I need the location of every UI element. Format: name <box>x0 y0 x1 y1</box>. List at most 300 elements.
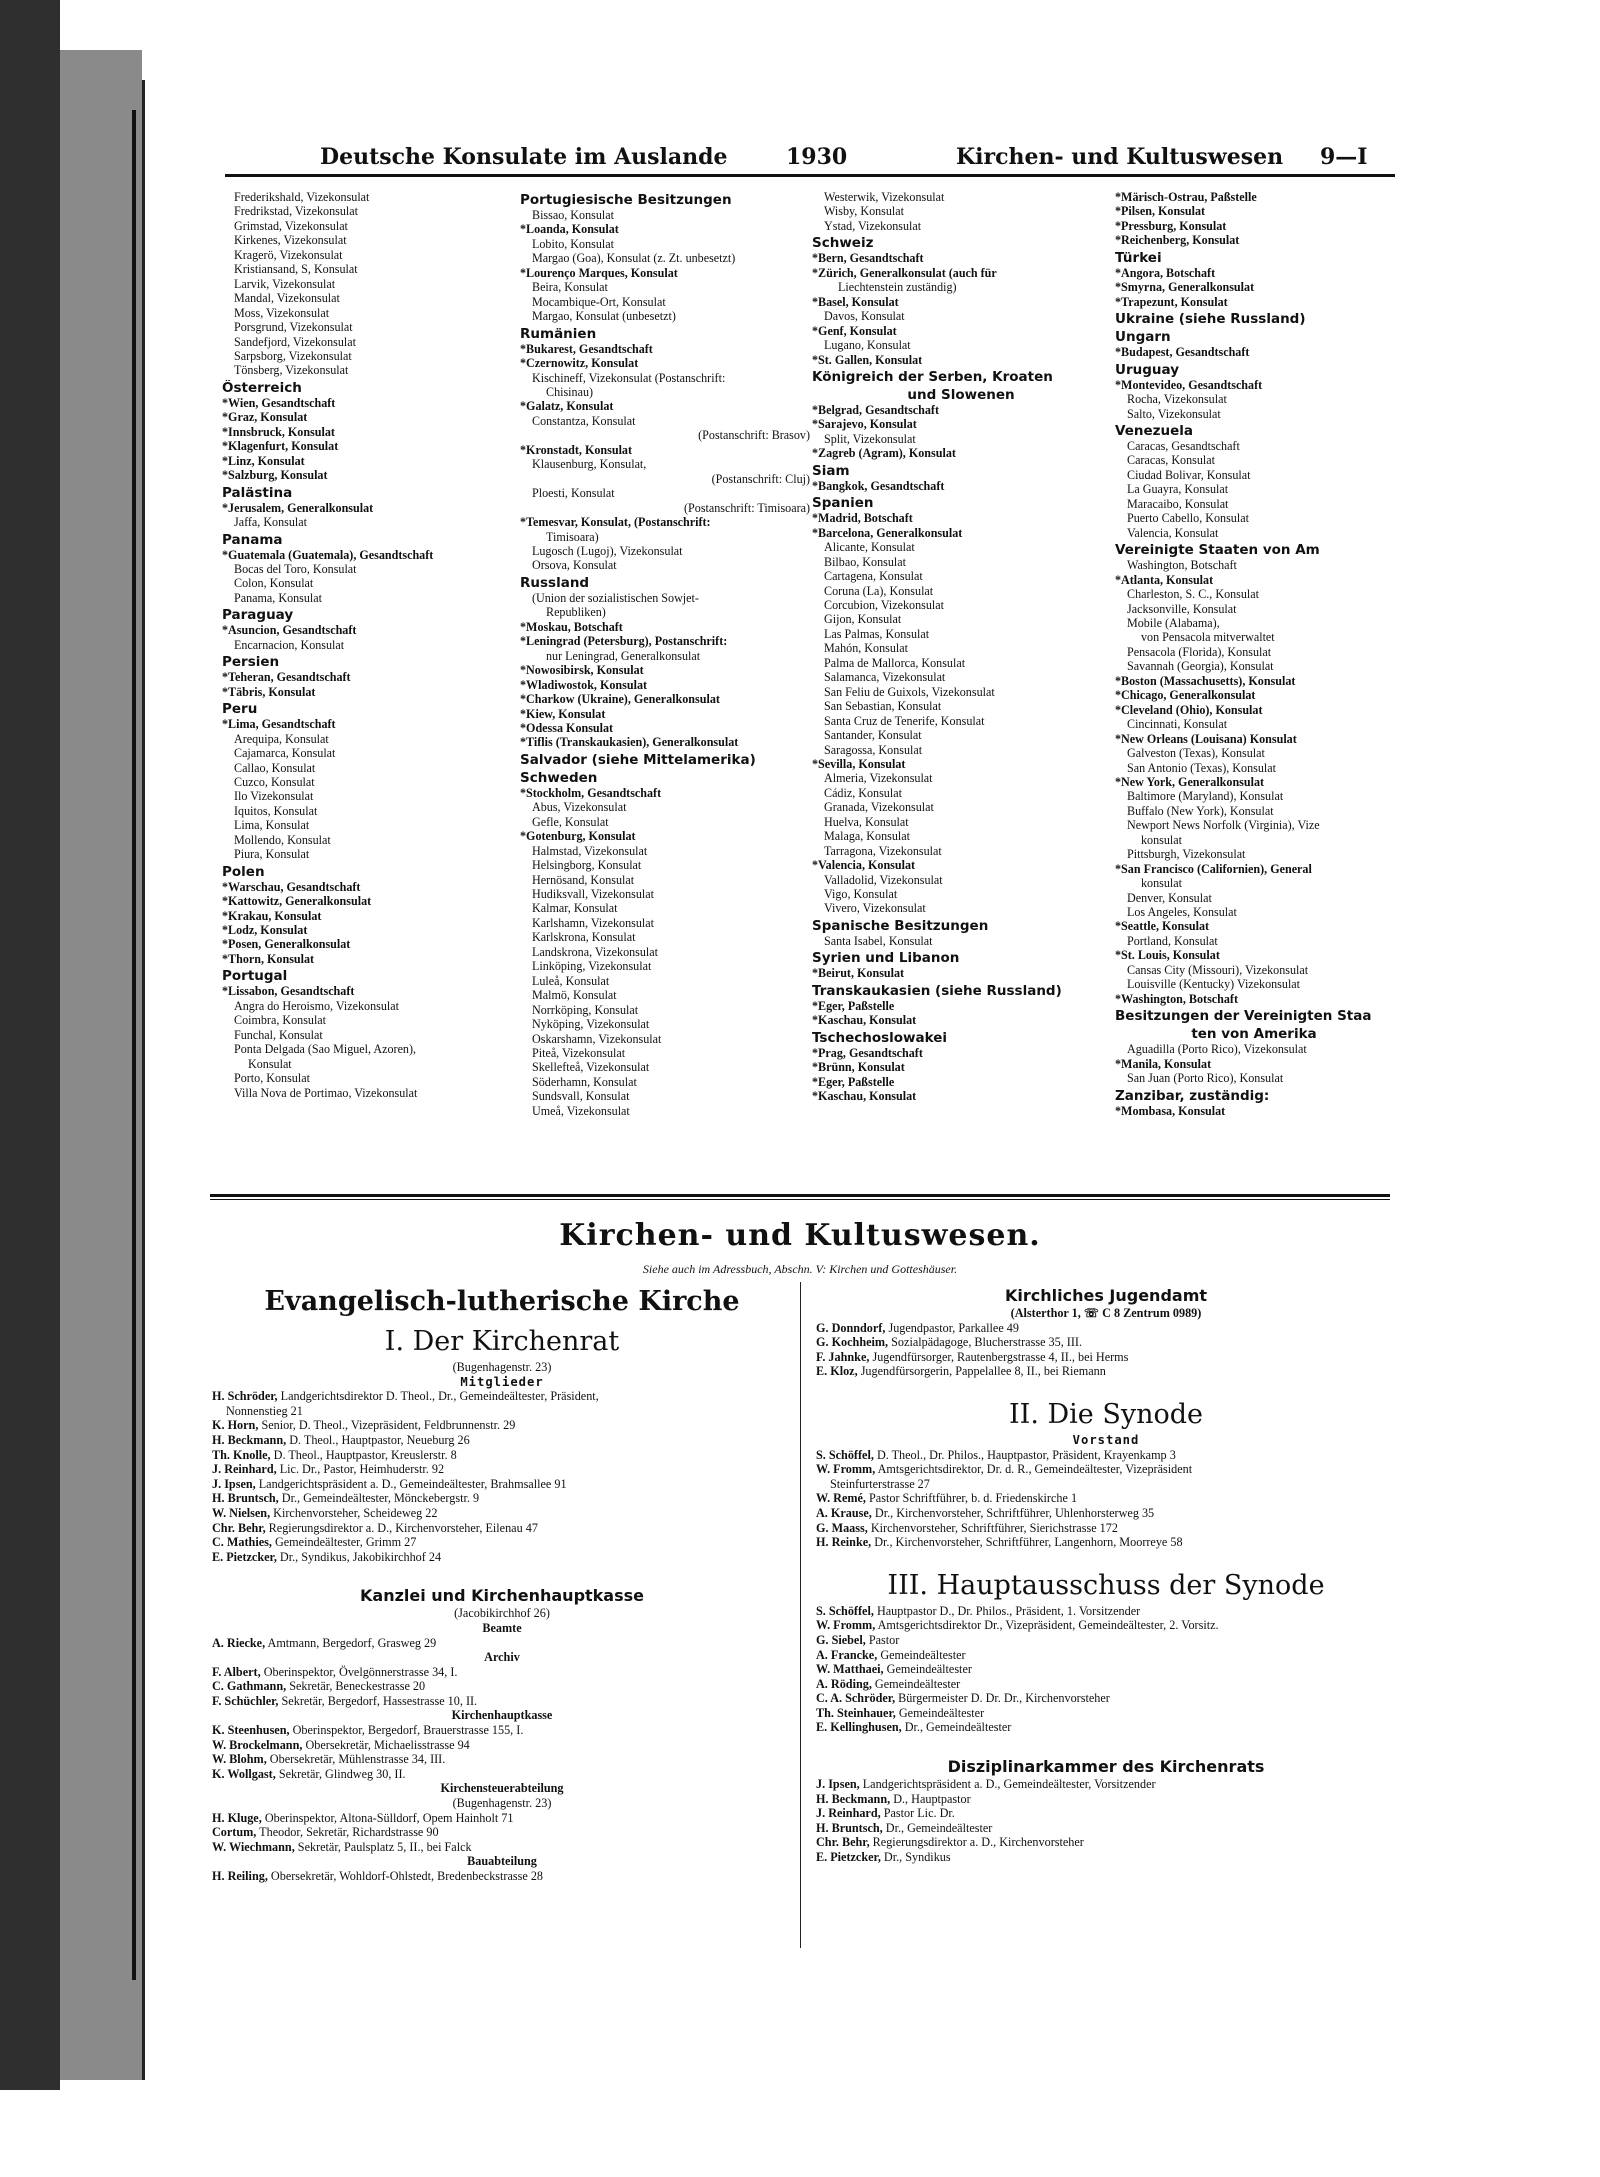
consulate-entry: Charleston, S. C., Konsulat <box>1127 587 1260 602</box>
consulate-entry: *Zürich, Generalkonsulat (auch für <box>812 265 997 280</box>
consulate-entry: *Charkow (Ukraine), Generalkonsulat <box>520 692 720 707</box>
section-heading: III. Hauptausschuss der Synode <box>887 1569 1325 1601</box>
consulate-entry: von Pensacola mitverwaltet <box>1141 630 1275 645</box>
running-header <box>180 140 1400 176</box>
consulate-entry: Jacksonville, Konsulat <box>1127 601 1237 616</box>
consulate-entry: Piura, Konsulat <box>234 847 310 862</box>
member-name: G. Donndorf, <box>816 1320 886 1335</box>
consulate-entry: *Lima, Gesandtschaft <box>222 717 336 732</box>
member-name: W. Remé, <box>816 1491 866 1506</box>
consulate-entry: Panama, Konsulat <box>234 590 322 605</box>
member-entry: F. Albert, Oberinspektor, Övelgönnerstrasse 34, I. <box>212 1664 458 1679</box>
consulate-entry: Kristiansand, S, Konsulat <box>234 262 358 277</box>
member-entry: A. Krause, Dr., Kirchenvorsteher, Schriftführer, Uhlenhorsterweg 35 <box>816 1505 1155 1520</box>
member-entry: E. Kellinghusen, Dr., Gemeindeältester <box>816 1720 1012 1735</box>
consulate-entry: Galveston (Texas), Konsulat <box>1127 746 1265 761</box>
member-entry: F. Schüchler, Sekretär, Bergedorf, Hassestrasse 10, II. <box>212 1693 478 1708</box>
consulate-entry: Beira, Konsulat <box>532 280 608 295</box>
consulate-entry: *Belgrad, Gesandtschaft <box>812 402 939 417</box>
member-entry: Th. Knolle, D. Theol., Hauptpastor, Kreuslerstr. 8 <box>212 1447 457 1462</box>
member-entry: J. Ipsen, Landgerichtspräsident a. D., Gemeindeältester, Brahmsallee 91 <box>212 1476 567 1491</box>
section-divider-rule <box>210 1194 1390 1197</box>
member-name: H. Reinke, <box>816 1535 872 1550</box>
member-entry: H. Reiling, Obersekretär, Wohldorf-Ohlstedt, Bredenbeckstrasse 28 <box>212 1869 544 1883</box>
member-name: G. Maass, <box>816 1520 868 1535</box>
member-entry: E. Pietzcker, Dr., Syndikus <box>816 1850 951 1865</box>
country-heading: Uruguay <box>1115 361 1179 378</box>
consulate-column-3 <box>812 190 1110 1104</box>
member-entry: H. Bruntsch, Dr., Gemeindeältester <box>816 1820 993 1835</box>
country-heading: Peru <box>222 701 258 718</box>
member-name: Th. Steinhauer, <box>816 1705 896 1720</box>
country-heading: Österreich <box>222 379 302 396</box>
consulate-entry: *New York, Generalkonsulat <box>1115 774 1265 789</box>
member-name: E. Kloz, <box>816 1364 858 1379</box>
member-name: W. Fromm, <box>816 1618 876 1633</box>
consulate-entry: Cincinnati, Konsulat <box>1127 717 1228 732</box>
member-name: J. Ipsen, <box>212 1476 256 1491</box>
consulate-entry: Split, Vizekonsulat <box>824 431 916 446</box>
consulate-entry: *Gotenburg, Konsulat <box>520 829 636 844</box>
consulate-entry: *Valencia, Konsulat <box>812 858 916 873</box>
consulate-entry: Lugano, Konsulat <box>824 338 911 353</box>
scan-dark-edge <box>0 0 60 2090</box>
country-heading: Spanische Besitzungen <box>812 917 989 934</box>
consulate-entry: *Cleveland (Ohio), Konsulat <box>1115 702 1263 717</box>
section-subtitle: Siehe auch im Adressbuch, Abschn. V: Kirchen und Gotteshäuser. <box>642 1262 958 1276</box>
member-name: W. Brockelmann, <box>212 1737 303 1752</box>
consulate-entry: *Loanda, Konsulat <box>520 222 619 237</box>
consulate-entry: Luleå, Konsulat <box>532 973 610 988</box>
member-entry: Chr. Behr, Regierungsdirektor a. D., Kirchenvorsteher <box>816 1835 1084 1850</box>
address-note: (Bugenhagenstr. 23) <box>452 1360 552 1374</box>
consulate-entry: Salto, Vizekonsulat <box>1127 406 1221 421</box>
consulate-entry: Rocha, Vizekonsulat <box>1127 392 1227 407</box>
member-entry: S. Schöffel, Hauptpastor D., Dr. Philos., Präsident, 1. Vorsitzender <box>816 1603 1141 1618</box>
consulate-entry: *Boston (Massachusetts), Konsulat <box>1115 673 1296 688</box>
consulate-column-2 <box>520 190 810 1118</box>
member-name: H. Reiling, <box>212 1869 268 1883</box>
consulate-entry: Colon, Konsulat <box>234 576 314 591</box>
book-spine-strip <box>60 50 142 2080</box>
consulate-entry: Piteå, Vizekonsulat <box>532 1046 626 1061</box>
member-name: A. Krause, <box>816 1505 872 1520</box>
spacer <box>212 1564 792 1578</box>
consulate-entry: Tarragona, Vizekonsulat <box>824 843 942 858</box>
consulate-entry: Kirkenes, Vizekonsulat <box>234 233 347 248</box>
consulate-entry: *Leningrad (Petersburg), Postanschrift: <box>520 634 728 649</box>
consulate-entry: *Warschau, Gesandtschaft <box>222 879 361 894</box>
page-edge-line <box>132 110 136 1980</box>
consulate-entry: Santa Cruz de Tenerife, Konsulat <box>824 713 985 728</box>
consulate-entry: Karlshamn, Vizekonsulat <box>532 915 654 930</box>
consulate-entry: Frederikshald, Vizekonsulat <box>234 190 370 204</box>
consulate-column-1 <box>222 190 504 1100</box>
country-heading: Portugiesische Besitzungen <box>520 192 732 208</box>
consulate-entry: *St. Gallen, Konsulat <box>812 352 923 367</box>
member-entry: E. Pietzcker, Dr., Syndikus, Jakobikirchhof 24 <box>212 1549 442 1564</box>
consulate-entry: Landskrona, Vizekonsulat <box>532 944 659 959</box>
consulate-entry: Gijon, Konsulat <box>824 612 902 627</box>
group-label: Mitglieder <box>460 1374 544 1389</box>
consulate-entry: Angra do Heroismo, Vizekonsulat <box>234 998 399 1013</box>
consulate-entry: Constantza, Konsulat <box>532 413 636 428</box>
consulate-entry: *Sarajevo, Konsulat <box>812 417 917 432</box>
member-entry: W. Fromm, Amtsgerichtsdirektor, Dr. d. R., Gemeindeältester, Vizepräsident <box>816 1462 1193 1477</box>
consulate-entry: Santander, Konsulat <box>824 728 922 743</box>
consulate-entry: *Thorn, Konsulat <box>222 951 315 966</box>
consulate-entry: Porsgrund, Vizekonsulat <box>234 320 353 335</box>
member-name: E. Pietzcker, <box>212 1549 277 1564</box>
member-name: W. Matthaei, <box>816 1662 884 1677</box>
consulate-entry: *Czernowitz, Konsulat <box>520 356 639 371</box>
consulate-entry: *Wladiwostok, Konsulat <box>520 677 648 692</box>
consulate-entry: Aguadilla (Porto Rico), Vizekonsulat <box>1127 1042 1307 1057</box>
member-entry: W. Brockelmann, Obersekretär, Michaelisstrasse 94 <box>212 1737 470 1752</box>
member-entry: W. Blohm, Obersekretär, Mühlenstrasse 34, III. <box>212 1752 446 1767</box>
consulate-entry: Bissao, Konsulat <box>532 208 614 222</box>
group-label: Archiv <box>484 1650 520 1665</box>
member-entry: A. Francke, Gemeindeältester <box>816 1647 966 1662</box>
consulate-entry: Söderhamn, Konsulat <box>532 1074 637 1089</box>
address-note: (Jacobikirchhof 26) <box>454 1606 550 1621</box>
country-heading: Salvador (siehe Mittelamerika) <box>520 751 756 768</box>
consulate-entry: *Posen, Generalkonsulat <box>222 937 351 952</box>
consulate-entry: Umeå, Vizekonsulat <box>532 1103 630 1118</box>
group-label: Beamte <box>482 1620 522 1635</box>
consulate-entry: Ploesti, Konsulat <box>532 486 615 501</box>
consulate-entry: Almeria, Vizekonsulat <box>824 771 933 786</box>
consulate-entry: *Innsbruck, Konsulat <box>222 424 335 439</box>
consulate-entry: San Antonio (Texas), Konsulat <box>1127 760 1276 775</box>
consulate-entry: La Guayra, Konsulat <box>1127 482 1229 497</box>
header-left: Deutsche Konsulate im Auslande <box>320 144 728 170</box>
member-name: F. Schüchler, <box>212 1693 279 1708</box>
member-name: K. Wollgast, <box>212 1766 276 1781</box>
subsection-heading: Kirchliches Jugendamt <box>1004 1286 1208 1305</box>
header-year: 1930 <box>786 144 848 170</box>
consulate-entry: Porto, Konsulat <box>234 1071 310 1086</box>
consulate-entry: Sandefjord, Vizekonsulat <box>234 334 356 349</box>
consulate-entry: Mocambique-Ort, Konsulat <box>532 294 666 309</box>
consulate-entry: *Galatz, Konsulat <box>520 399 614 414</box>
consulate-entry: *Jerusalem, Generalkonsulat <box>222 500 374 515</box>
consulate-entry: *Kronstadt, Konsulat <box>520 442 633 457</box>
consulate-entry: *Bukarest, Gesandtschaft <box>520 341 653 356</box>
consulate-entry: *Zagreb (Agram), Konsulat <box>812 446 956 461</box>
consulate-entry: *Guatemala (Guatemala), Gesandtschaft <box>222 547 434 562</box>
consulate-entry: konsulat <box>1141 876 1182 891</box>
country-heading: Zanzibar, zuständig: <box>1115 1087 1270 1104</box>
section-title: Kirchen- und Kultuswesen. <box>559 1218 1041 1253</box>
consulate-entry: Timisoara) <box>546 529 599 544</box>
member-name: W. Wiechmann, <box>212 1839 295 1854</box>
member-name: Chr. Behr, <box>816 1835 870 1850</box>
consulate-entry: Malaga, Konsulat <box>824 829 910 844</box>
consulate-entry: Moss, Vizekonsulat <box>234 305 330 320</box>
consulate-column-4 <box>1115 190 1393 1118</box>
consulate-entry: Klausenburg, Konsulat, <box>532 457 647 472</box>
country-heading: Türkei <box>1115 249 1162 266</box>
consulate-entry: Savannah (Georgia), Konsulat <box>1127 659 1274 674</box>
entry-continuation: Steinfurterstrasse 27 <box>830 1476 930 1491</box>
country-heading: Ungarn <box>1115 329 1171 346</box>
member-name: G. Siebel, <box>816 1632 866 1647</box>
consulate-entry: Grimstad, Vizekonsulat <box>234 218 348 233</box>
consulate-entry: *Montevideo, Gesandtschaft <box>1115 377 1263 392</box>
member-name: E. Pietzcker, <box>816 1850 881 1865</box>
consulate-entry: *Madrid, Botschaft <box>812 511 913 526</box>
consulate-entry: *Nowosibirsk, Konsulat <box>520 663 644 678</box>
consulate-entry: Coimbra, Konsulat <box>234 1013 327 1028</box>
consulate-entry: *Temesvar, Konsulat, (Postanschrift: <box>520 515 711 530</box>
member-entry: K. Steenhusen, Oberinspektor, Bergedorf, Brauerstrasse 155, I. <box>212 1723 524 1738</box>
consulate-entry: Bocas del Toro, Konsulat <box>234 561 357 576</box>
spacer <box>816 1379 1396 1393</box>
member-entry: J. Reinhard, Pastor Lic. Dr. <box>816 1806 955 1821</box>
consulate-entry: *New Orleans (Louisana) Konsulat <box>1115 731 1297 746</box>
consulate-entry: Pensacola (Florida), Konsulat <box>1127 644 1272 659</box>
country-heading: Portugal <box>222 968 288 985</box>
consulate-entry: *Genf, Konsulat <box>812 323 897 338</box>
consulate-entry: Ilo Vizekonsulat <box>234 789 314 804</box>
consulate-entry: Encarnacion, Konsulat <box>234 637 345 652</box>
subsection-heading: Disziplinarkammer des Kirchenrats <box>947 1757 1265 1777</box>
member-name: A. Riecke, <box>212 1635 266 1650</box>
member-name: H. Schröder, <box>212 1389 278 1404</box>
consulate-entry: *Angora, Botschaft <box>1115 265 1216 280</box>
consulate-entry: Hudiksvall, Vizekonsulat <box>532 887 654 902</box>
consulate-entry: *Budapest, Gesandtschaft <box>1115 345 1250 360</box>
entry-continuation: Nonnenstieg 21 <box>226 1403 303 1418</box>
member-entry: W. Nielsen, Kirchenvorsteher, Scheideweg 22 <box>212 1505 438 1520</box>
consulate-entry: *Krakau, Konsulat <box>222 908 322 923</box>
consulate-entry: Westerwik, Vizekonsulat <box>824 190 945 204</box>
consulate-entry: *Salzburg, Konsulat <box>222 468 328 483</box>
consulate-entry: Caracas, Konsulat <box>1127 453 1215 468</box>
consulate-entry: Las Palmas, Konsulat <box>824 626 930 641</box>
member-name: F. Jahnke, <box>816 1349 870 1364</box>
consulate-entry: *Kattowitz, Generalkonsulat <box>222 894 372 909</box>
consulate-entry: *Täbris, Konsulat <box>222 684 316 699</box>
consulate-entry: *Wien, Gesandtschaft <box>222 395 336 410</box>
member-entry: H. Bruntsch, Dr., Gemeindeältester, Mönckebergstr. 9 <box>212 1491 480 1506</box>
member-entry: C. A. Schröder, Bürgermeister D. Dr. Dr., Kirchenvorsteher <box>816 1691 1110 1706</box>
member-entry: J. Ipsen, Landgerichtspräsident a. D., Gemeindeältester, Vorsitzender <box>816 1777 1156 1792</box>
member-name: W. Fromm, <box>816 1462 876 1477</box>
member-entry: G. Siebel, Pastor <box>816 1632 900 1647</box>
consulate-entry: *Lourenço Marques, Konsulat <box>520 265 678 280</box>
consulate-entry: Lugosch (Lugoj), Vizekonsulat <box>532 543 683 558</box>
section-heading: II. Die Synode <box>1009 1398 1203 1430</box>
consulate-entry: Pittsburgh, Vizekonsulat <box>1127 847 1246 862</box>
member-name: Th. Knolle, <box>212 1447 271 1462</box>
section-heading: I. Der Kirchenrat <box>384 1326 620 1357</box>
consulate-entry: Valladolid, Vizekonsulat <box>824 872 943 887</box>
member-name: J. Reinhard, <box>212 1462 277 1477</box>
country-heading: ten von Amerika <box>1191 1026 1317 1043</box>
consulate-entry: Mandal, Vizekonsulat <box>234 291 340 306</box>
consulate-entry: *Lodz, Konsulat <box>222 923 308 938</box>
member-entry: W. Fromm, Amtsgerichtsdirektor Dr., Vizepräsident, Gemeindeältester, 2. Vorsitz. <box>816 1618 1219 1633</box>
consulate-entry: Saragossa, Konsulat <box>824 742 923 757</box>
consulate-entry: *Bern, Gesandtschaft <box>812 251 924 266</box>
member-name: H. Kluge, <box>212 1810 262 1825</box>
consulate-entry: Liechtenstein zuständig) <box>838 280 957 295</box>
member-name: W. Nielsen, <box>212 1505 271 1520</box>
consulate-entry: Bilbao, Konsulat <box>824 554 906 569</box>
member-entry: G. Maass, Kirchenvorsteher, Schriftführer, Sierichstrasse 172 <box>816 1520 1118 1535</box>
consulate-entry: Sarpsborg, Vizekonsulat <box>234 348 352 363</box>
consulate-entry: *Graz, Konsulat <box>222 410 308 425</box>
country-heading: Tschechoslowakei <box>812 1029 948 1046</box>
consulate-entry: Huelva, Konsulat <box>824 814 909 829</box>
address-note: (Alsterthor 1, ☏ C 8 Zentrum 0989) <box>1010 1306 1202 1320</box>
member-name: C. Mathies, <box>212 1535 272 1550</box>
consulate-entry: Vivero, Vizekonsulat <box>824 901 926 916</box>
consulate-entry: *Brünn, Konsulat <box>812 1060 905 1075</box>
consulate-entry: *Klagenfurt, Konsulat <box>222 439 339 454</box>
consulate-entry: (Postanschrift: Cluj) <box>711 471 810 486</box>
country-heading: Transkaukasien (siehe Russland) <box>812 982 1062 999</box>
country-heading: Russland <box>520 574 590 591</box>
consulate-entry: *Odessa Konsulat <box>520 720 614 735</box>
group-label: Bauabteilung <box>467 1854 537 1869</box>
member-name: H. Bruntsch, <box>212 1491 279 1506</box>
address-note: (Bugenhagenstr. 23) <box>452 1796 552 1811</box>
consulate-entry: San Feliu de Guixols, Vizekonsulat <box>824 684 995 699</box>
member-entry: S. Schöffel, D. Theol., Dr. Philos., Hauptpastor, Präsident, Krayenkamp 3 <box>816 1447 1176 1462</box>
consulate-entry: Ystad, Vizekonsulat <box>824 218 922 233</box>
consulate-entry: San Juan (Porto Rico), Konsulat <box>1127 1071 1284 1086</box>
member-entry: F. Jahnke, Jugendfürsorger, Rautenbergstrasse 4, II., bei Herms <box>816 1349 1129 1364</box>
member-entry: H. Beckmann, D., Hauptpastor <box>816 1791 971 1806</box>
consulate-entry: Kalmar, Konsulat <box>532 901 618 916</box>
consulate-entry: Lobito, Konsulat <box>532 236 614 251</box>
consulate-entry: konsulat <box>1141 832 1182 847</box>
country-heading: Panama <box>222 531 283 548</box>
consulate-entry: *Seattle, Konsulat <box>1115 919 1210 934</box>
consulate-entry: Halmstad, Vizekonsulat <box>532 843 648 858</box>
consulate-entry: *Kaschau, Konsulat <box>812 1013 917 1028</box>
member-name: A. Francke, <box>816 1647 878 1662</box>
member-entry: K. Wollgast, Sekretär, Glindweg 30, II. <box>212 1766 406 1781</box>
country-heading: Paraguay <box>222 607 294 624</box>
member-entry: C. Gathmann, Sekretär, Beneckestrasse 20 <box>212 1679 426 1694</box>
consulate-entry: Malmö, Konsulat <box>532 988 617 1003</box>
consulate-entry: *Teheran, Gesandtschaft <box>222 670 351 685</box>
consulate-entry: Margao, Konsulat (unbesetzt) <box>532 309 676 324</box>
consulate-entry: Coruna (La), Konsulat <box>824 583 934 598</box>
consulate-entry: *Washington, Botschaft <box>1115 991 1238 1006</box>
consulate-entry: Cádiz, Konsulat <box>824 785 902 800</box>
consulate-entry: *Kaschau, Konsulat <box>812 1089 917 1104</box>
consulate-entry: Sundsvall, Konsulat <box>532 1089 630 1104</box>
consulate-entry: Larvik, Vizekonsulat <box>234 276 336 291</box>
consulate-entry: Nyköping, Vizekonsulat <box>532 1017 650 1032</box>
spacer <box>816 1550 1396 1564</box>
consulate-entry: nur Leningrad, Generalkonsulat <box>546 648 701 663</box>
subsection-heading: Kanzlei und Kirchenhauptkasse <box>360 1586 644 1606</box>
country-heading: Palästina <box>222 484 293 501</box>
group-label: Vorstand <box>1072 1432 1140 1447</box>
consulate-entry: *Smyrna, Generalkonsulat <box>1115 280 1255 295</box>
consulate-entry: Granada, Vizekonsulat <box>824 800 934 815</box>
consulate-entry: *Kiew, Konsulat <box>520 706 606 721</box>
consulate-entry: Cartagena, Konsulat <box>824 569 923 584</box>
member-entry: C. Mathies, Gemeindeältester, Grimm 27 <box>212 1535 417 1550</box>
consulate-entry: Cajamarca, Konsulat <box>234 746 336 761</box>
church-heading: Evangelisch-lutherische Kirche <box>264 1286 740 1317</box>
country-heading: Syrien und Libanon <box>812 950 960 967</box>
header-page-number: 9—I <box>1320 144 1368 170</box>
section-divider-rule-thin <box>210 1199 1390 1200</box>
member-name: J. Reinhard, <box>816 1806 881 1821</box>
consulate-entry: Karlskrona, Konsulat <box>532 930 636 945</box>
member-name: S. Schöffel, <box>816 1447 874 1462</box>
member-name: Chr. Behr, <box>212 1520 266 1535</box>
consulate-entry: Baltimore (Maryland), Konsulat <box>1127 789 1284 804</box>
member-entry: Th. Steinhauer, Gemeindeältester <box>816 1705 985 1720</box>
member-entry: Chr. Behr, Regierungsdirektor a. D., Kirchenvorsteher, Eilenau 47 <box>212 1520 538 1535</box>
consulate-entry: *Atlanta, Konsulat <box>1115 572 1214 587</box>
country-heading: Besitzungen der Vereinigten Staa <box>1115 1008 1372 1025</box>
consulate-entry: *Pilsen, Konsulat <box>1115 204 1206 219</box>
country-heading: Königreich der Serben, Kroaten <box>812 368 1053 385</box>
member-name: H. Beckmann, <box>816 1791 891 1806</box>
consulate-entry: Jaffa, Konsulat <box>234 515 307 530</box>
consulate-entry: *St. Louis, Konsulat <box>1115 948 1220 963</box>
consulate-entry: *Pressburg, Konsulat <box>1115 218 1227 233</box>
consulate-entry: *Sevilla, Konsulat <box>812 756 906 771</box>
consulate-entry: Hernösand, Konsulat <box>532 872 635 887</box>
consulate-entry: (Union der sozialistischen Sowjet- <box>532 590 699 605</box>
country-heading: Persien <box>222 654 280 671</box>
member-entry: A. Riecke, Amtmann, Bergedorf, Grasweg 29 <box>212 1635 437 1650</box>
consulate-entry: Iquitos, Konsulat <box>234 803 318 818</box>
consulate-entry: Republiken) <box>546 605 606 620</box>
consulate-entry: Denver, Konsulat <box>1127 890 1212 905</box>
member-name: K. Steenhusen, <box>212 1723 290 1738</box>
member-name: Cortum, <box>212 1825 257 1840</box>
consulate-entry: Ponta Delgada (Sao Miguel, Azoren), <box>234 1042 417 1057</box>
consulate-entry: *Chicago, Generalkonsulat <box>1115 688 1256 703</box>
member-name: C. Gathmann, <box>212 1679 287 1694</box>
consulate-entry: Buffalo (New York), Konsulat <box>1127 803 1274 818</box>
consulate-entry: Louisville (Kentucky) Vizekonsulat <box>1127 977 1301 992</box>
consulate-entry: Margao (Goa), Konsulat (z. Zt. unbesetzt) <box>532 251 736 266</box>
consulate-entry: San Sebastian, Konsulat <box>824 699 942 714</box>
consulate-entry: *Beirut, Konsulat <box>812 966 905 981</box>
header-right: Kirchen- und Kultuswesen <box>956 144 1284 170</box>
consulate-entry: Portland, Konsulat <box>1127 933 1218 948</box>
consulate-entry: Maracaibo, Konsulat <box>1127 496 1229 511</box>
consulate-entry: *San Francisco (Californien), General <box>1115 861 1312 876</box>
consulate-entry: Orsova, Konsulat <box>532 558 617 573</box>
member-entry: A. Röding, Gemeindeältester <box>816 1676 961 1691</box>
consulate-entry: Gefle, Konsulat <box>532 814 609 829</box>
consulate-entry: *Bangkok, Gesandtschaft <box>812 478 945 493</box>
consulate-entry: Konsulat <box>248 1056 292 1071</box>
spacer <box>816 1735 1396 1749</box>
member-entry: W. Remé, Pastor Schriftführer, b. d. Friedenskirche 1 <box>816 1491 1078 1506</box>
member-entry: G. Kochheim, Sozialpädagoge, Blucherstrasse 35, III. <box>816 1335 1083 1350</box>
consulate-entry: Mobile (Alabama), <box>1127 615 1220 630</box>
member-name: G. Kochheim, <box>816 1335 889 1350</box>
consulate-entry: *Reichenberg, Konsulat <box>1115 233 1240 248</box>
member-entry: H. Schröder, Landgerichtsdirektor D. Theol., Dr., Gemeindeältester, Präsident, <box>212 1389 599 1404</box>
member-name: A. Röding, <box>816 1676 872 1691</box>
